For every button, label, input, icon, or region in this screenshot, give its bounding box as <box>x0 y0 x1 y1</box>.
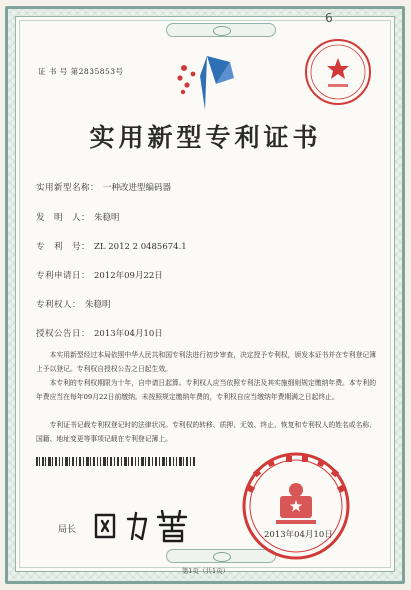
body-paragraph: 专利证书记载专利权登记时的法律状况。专利权的转移、质押、无效、终止、恢复和专利权人的姓名或名称、国籍、地址变更等事项记载在专利登记簿上。 <box>36 421 376 443</box>
patent-number-label: 专 利 号： <box>36 242 91 252</box>
director-label: 局长 <box>58 525 77 535</box>
grant-date-label: 授权公告日： <box>36 329 91 339</box>
utility-name-row <box>36 181 171 193</box>
sipo-logo-icon <box>172 52 242 114</box>
body-paragraph: 本实用新型经过本局依照中华人民共和国专利法进行初步审查，决定授予专利权，颁发本证书并在专利登记簿上予以登记。专利权自授权公告之日起生效。 <box>36 351 376 373</box>
handwritten-page-number: 6 <box>324 10 334 26</box>
utility-name-label: 实用新型名称： <box>36 183 100 193</box>
patentee-value: 朱稳明 <box>85 300 111 310</box>
patentee-label: 专利权人： <box>36 300 82 310</box>
page-footer: 第1页（共1页） <box>181 567 230 575</box>
top-ornament <box>166 23 276 37</box>
filing-date-row <box>36 269 163 281</box>
filing-date-value: 2012年09月22日 <box>94 271 163 281</box>
grant-date-value: 2013年04月10日 <box>94 329 163 339</box>
inventor-label: 发 明 人： <box>36 213 91 223</box>
body-paragraph: 本专利的专利权期限为十年，自申请日起算。专利权人应当依照专利法及其实施细则规定缴纳年费。本专利的年费应当在每年09月22日前缴纳。未按照规定缴纳年费的，专利权自应当缴纳年费期满之日起终止。 <box>36 379 376 401</box>
national-ip-office-seal-icon <box>240 450 352 562</box>
seal-date: 2013年04月10日 <box>264 530 333 540</box>
certificate-number: 证 书 号 第2835853号 <box>38 67 124 76</box>
patent-number-row <box>36 240 187 252</box>
patent-number-value: ZL 2012 2 0485674.1 <box>94 242 187 252</box>
utility-name-value: 一种改进型编码器 <box>103 183 172 193</box>
inventor-value: 朱稳明 <box>94 213 120 223</box>
director-signature <box>88 507 198 543</box>
inventor-row <box>36 211 120 223</box>
patentee-row <box>36 298 111 310</box>
filing-date-label: 专利申请日： <box>36 271 91 281</box>
barcode <box>36 457 196 466</box>
certificate-title: 实用新型专利证书 <box>89 123 322 152</box>
grant-date-row <box>36 327 163 339</box>
red-seal-stamp-icon <box>302 36 374 108</box>
